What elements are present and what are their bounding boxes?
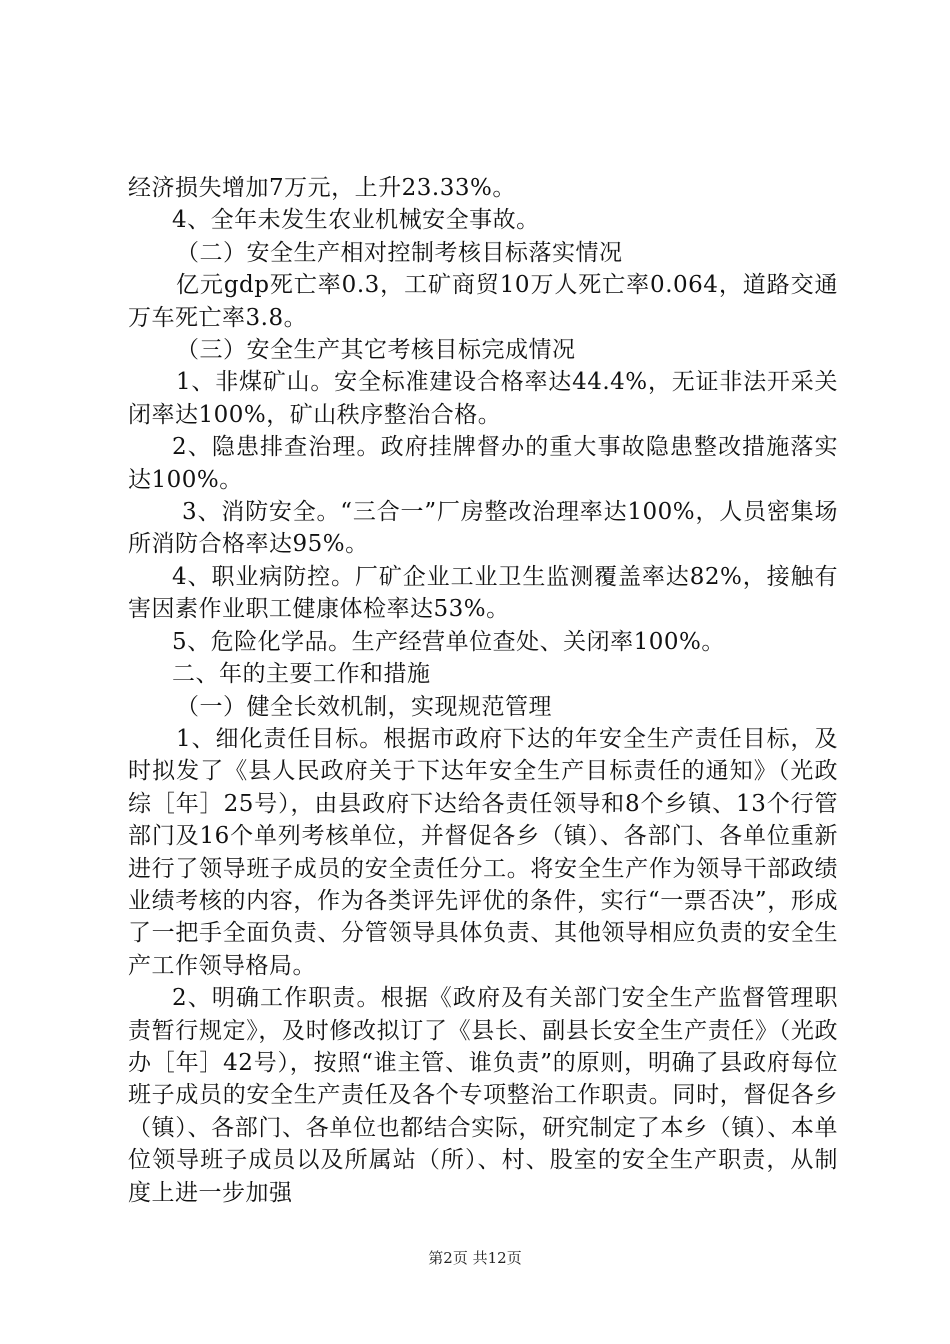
paragraph-3-heading: （二）安全生产相对控制考核目标落实情况 — [176, 239, 623, 266]
paragraph-6: 1、非煤矿山。安全标准建设合格率达44.4%，无证非法开采关闭率达100%，矿山秩序整治合格。 — [128, 369, 838, 428]
paragraph-10: 5、危险化学品。生产经营单位查处、关闭率100%。 — [172, 628, 725, 655]
page-footer: 第2页 共12页 — [428, 1249, 522, 1267]
paragraph-7: 2、隐患排查治理。政府挂牌督办的重大事故隐患整改措施落实达100%。 — [128, 434, 838, 493]
paragraph-2: 4、全年未发生农业机械安全事故。 — [172, 207, 540, 234]
paragraph-9: 4、职业病防控。厂矿企业工业卫生监测覆盖率达82%，接触有害因素作业职工健康体检率达53%。 — [128, 563, 838, 623]
paragraph-8: 3、消防安全。“三合一”厂房整改治理率达100%，人员密集场所消防合格率达95%。 — [128, 499, 838, 558]
paragraph-4: 亿元gdp死亡率0.3，工矿商贸10万人死亡率0.064，道路交通万车死亡率3.8。 — [128, 272, 838, 331]
section-heading-2: 二、年的主要工作和措施 — [172, 661, 431, 688]
paragraph-5-heading: （三）安全生产其它考核目标完成情况 — [176, 337, 576, 364]
paragraph-13: 1、细化责任目标。根据市政府下达的年安全生产责任目标，及时拟发了《县人民政府关于下达年安全生产目标责任的通知》（光政综［年］25号），由县政府下达给各责任领导和8个乡镇、13个行管部门及16个单列考核单位，并督促各乡（镇）、各部门、各单位重新进行了领导班子成员的安全责任分工。将安全生产作为领导干部政绩业绩考核的内容，作为各类评先评优的条件，实行“一票否决”，形成了一把手全面负责、分管领导具体负责、其他领导相应负责的安全生产工作领导格局。 — [128, 725, 838, 979]
subsection-heading-1: （一）健全长效机制，实现规范管理 — [176, 693, 552, 720]
document-body — [128, 172, 838, 1209]
paragraph-1: 经济损失增加7万元，上升23.33%。 — [128, 175, 516, 201]
paragraph-14: 2、明确工作职责。根据《政府及有关部门安全生产监督管理职责暂行规定》，及时修改拟订了《县长、副县长安全生产责任》（光政办［年］42号），按照“谁主管、谁负责”的原则，明确了县政府每位班子成员的安全生产责任及各个专项整治工作职责。同时，督促各乡（镇）、各部门、各单位也都结合实际，研究制定了本乡（镇）、本单位领导班子成员以及所属站（所）、村、股室的安全生产职责，从制度上进一步加强 — [128, 985, 838, 1206]
